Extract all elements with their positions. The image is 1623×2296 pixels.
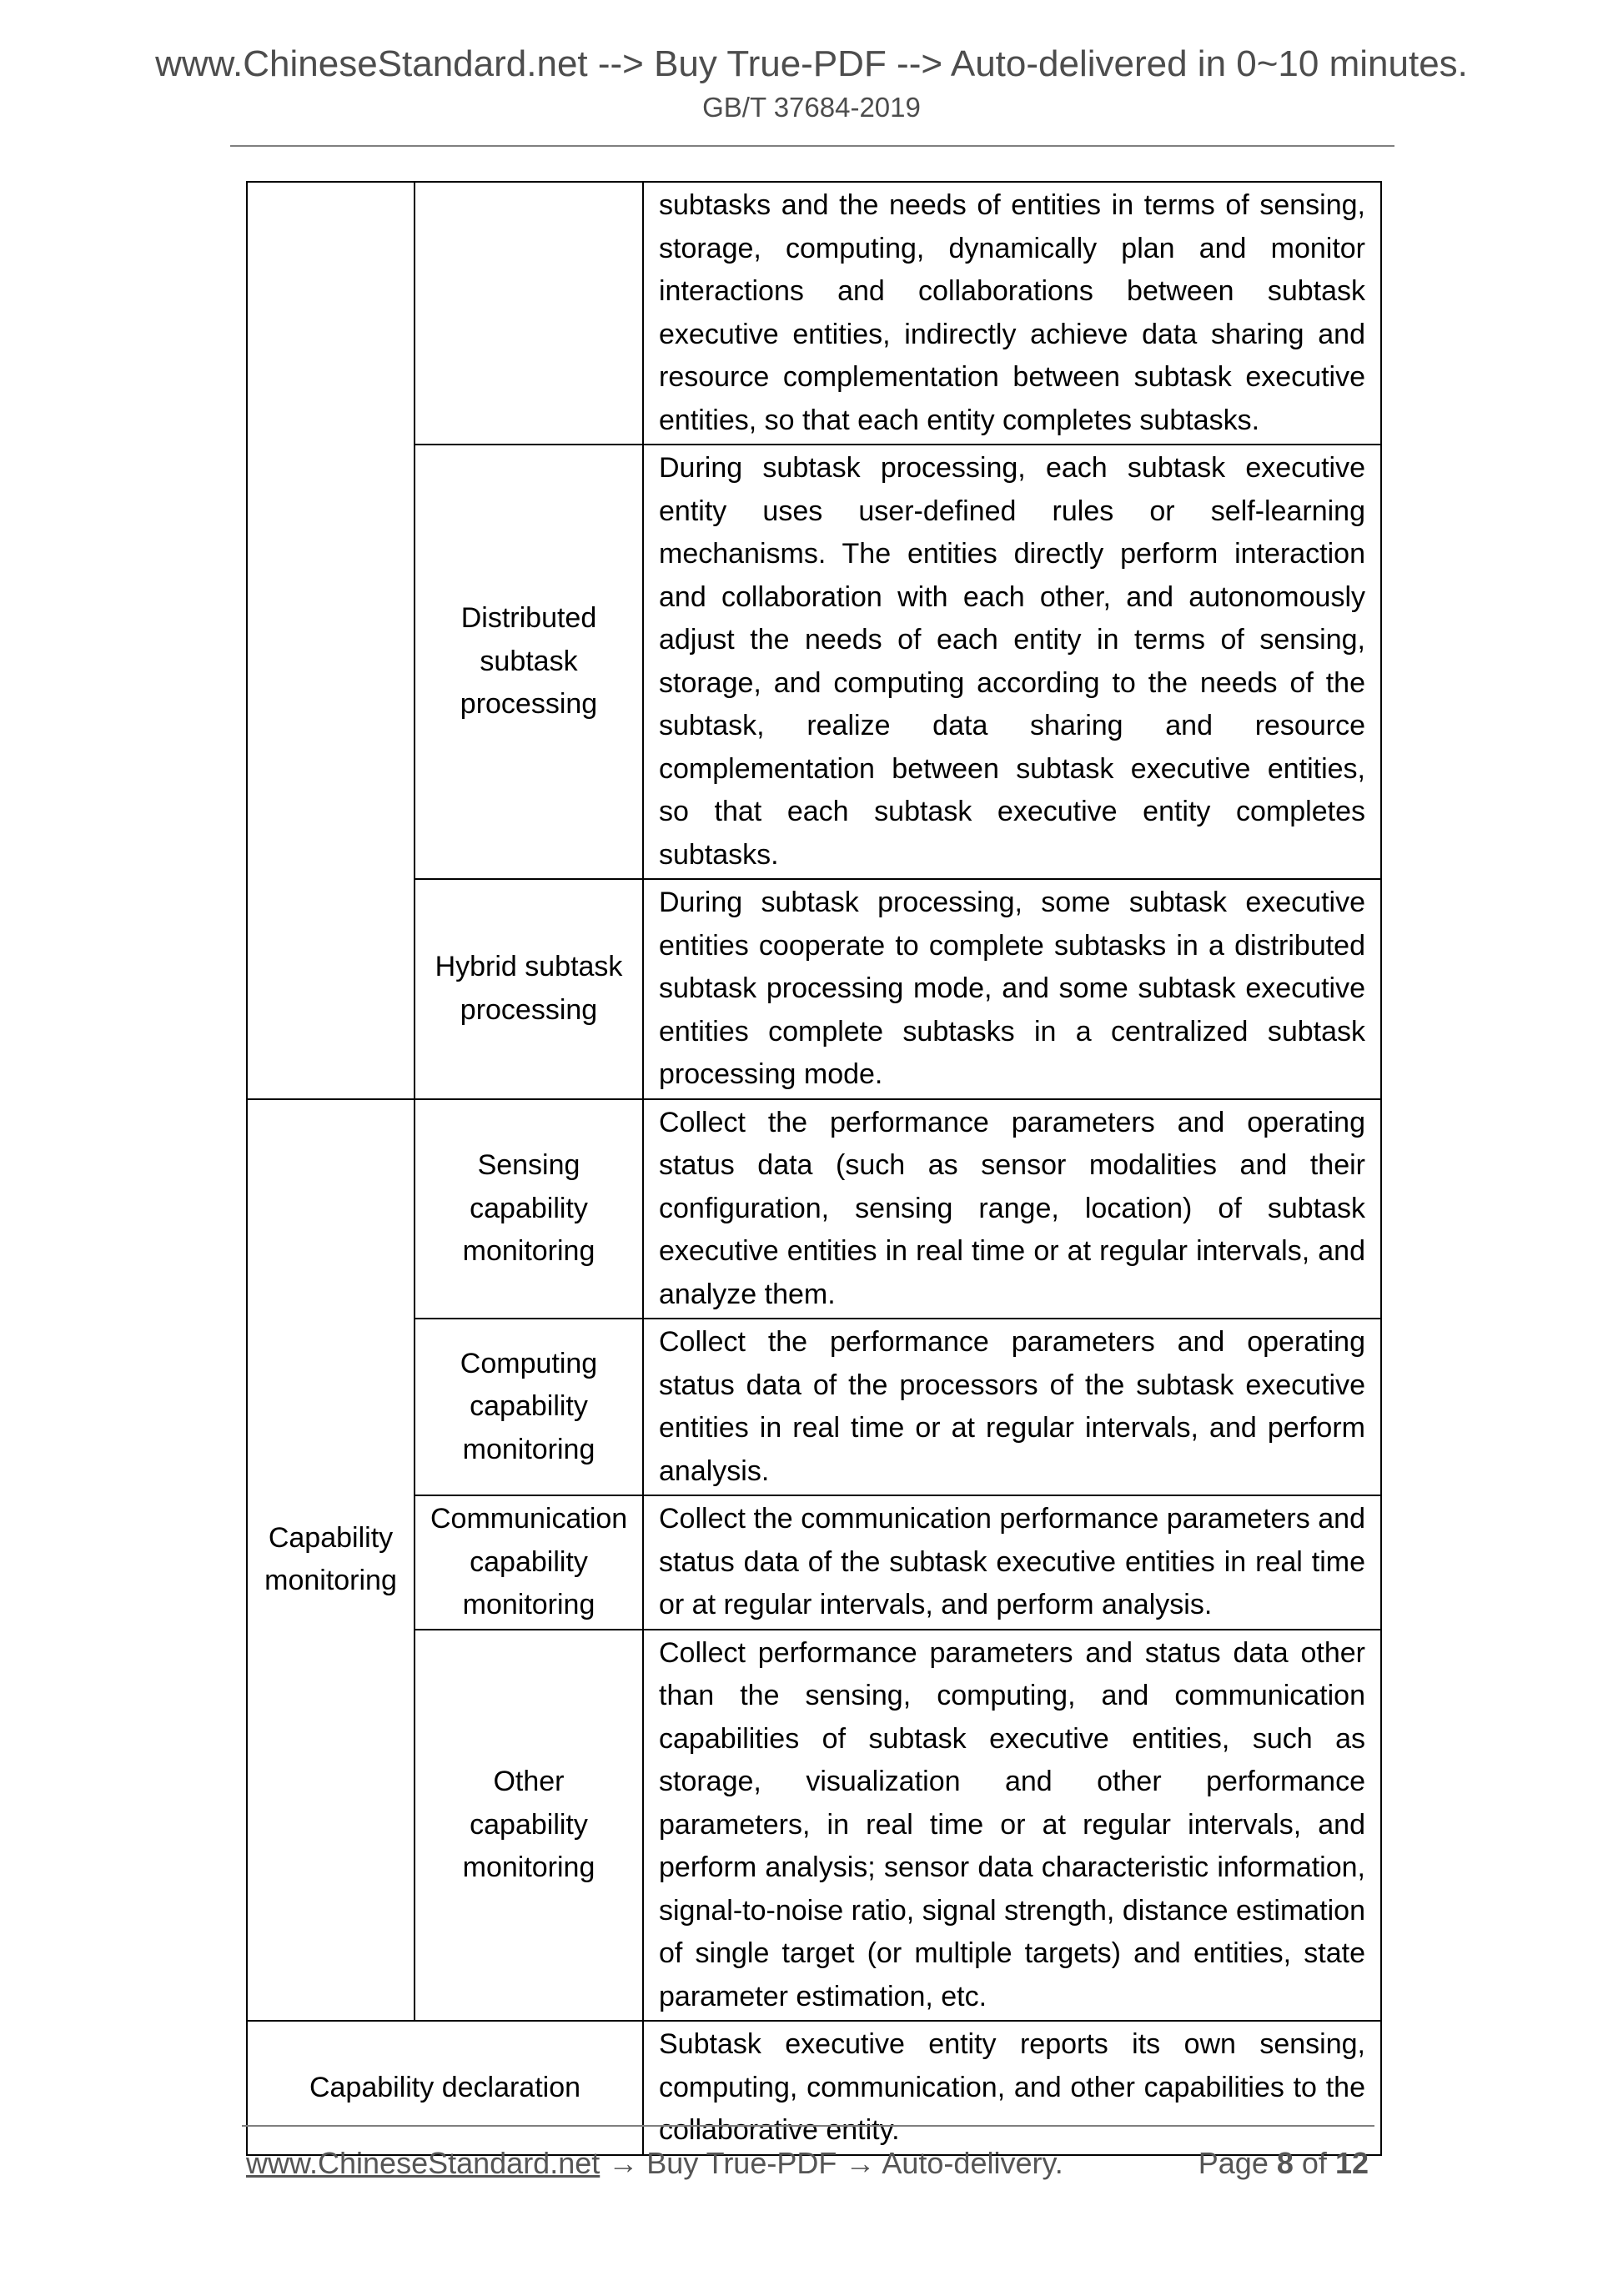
item-cell: Sensing capability monitoring — [415, 1099, 643, 1319]
table-row — [247, 2021, 1381, 2155]
category-cell: Capability monitoring — [247, 1099, 415, 2022]
table-row — [247, 1319, 1381, 1495]
description-cell: subtasks and the needs of entities in terms of sensing, storage, computing, dynamically plan and monitor interactions and collaborations between subtask executive entities, indirectly achieve data sharing and resource complementation between subtask executive entities, so that each entity completes subtasks. — [643, 182, 1381, 445]
page-total: 12 — [1334, 2146, 1369, 2180]
description-cell: Collect performance parameters and status data other than the sensing, computing, and communication capabilities of subtask executive entities, such as storage, visualization and other performance parameters, in real time or at regular intervals, and perform analysis; sensor data characteristic information, signal-to-noise ratio, signal strength, distance estimation of single target (or multiple targets) and entities, state parameter estimation, etc. — [643, 1630, 1381, 2022]
footer-text-buy: Buy True-PDF — [646, 2146, 837, 2180]
item-cell: Capability declaration — [247, 2021, 643, 2155]
description-cell: During subtask processing, each subtask executive entity uses user-defined rules or self-learning mechanisms. The entities directly perform interaction and collaboration with each other, and autonomously adjust the needs of each entity in terms of sensing, storage, and computing according to the needs of the subtask, realize data sharing and resource complementation between subtask executive entities, so that each subtask executive entity completes subtasks. — [643, 445, 1381, 879]
page-of: of — [1301, 2146, 1327, 2180]
table-row — [247, 1495, 1381, 1630]
page-number — [1198, 2146, 1369, 2181]
item-cell-empty — [415, 182, 643, 445]
item-cell: Other capability monitoring — [415, 1630, 643, 2022]
arrow-right-icon: → — [608, 2146, 639, 2180]
page-current: 8 — [1276, 2146, 1294, 2180]
description-cell: Collect the communication performance parameters and status data of the subtask executive entities in real time or at regular intervals, and perform analysis. — [643, 1495, 1381, 1630]
header-banner: www.ChineseStandard.net --> Buy True-PDF --> Auto-delivered in 0~10 minutes. — [155, 43, 1468, 84]
description-cell: Collect the performance parameters and operating status data of the processors of the subtask executive entities in real time or at regular intervals, and perform analysis. — [643, 1319, 1381, 1495]
table-row — [247, 182, 1381, 445]
description-cell: Subtask executive entity reports its own sensing, computing, communication, and other capabilities to the collaborative entity. — [643, 2021, 1381, 2155]
website-link[interactable]: www.ChineseStandard.net — [246, 2146, 600, 2180]
description-cell: Collect the performance parameters and operating status data (such as sensor modalities and their configuration, sensing range, location) of subtask executive entities in real time or at regular intervals, and analyze them. — [643, 1099, 1381, 1319]
description-cell: During subtask processing, some subtask executive entities cooperate to complete subtasks in a distributed subtask processing mode, and some subtask executive entities complete subtasks in a centralized subtask processing mode. — [643, 879, 1381, 1099]
item-cell: Computing capability monitoring — [415, 1319, 643, 1495]
footer-promo — [246, 2146, 1063, 2181]
capability-table — [246, 181, 1382, 2156]
footer-divider — [242, 2125, 1374, 2127]
standard-number: GB/T 37684-2019 — [702, 92, 921, 123]
item-cell: Distributed subtask processing — [415, 445, 643, 879]
footer-text-delivery: Auto-delivery. — [882, 2146, 1063, 2180]
item-cell: Hybrid subtask processing — [415, 879, 643, 1099]
category-cell-empty — [247, 182, 415, 1099]
header-divider — [230, 145, 1394, 147]
table-row — [247, 1630, 1381, 2022]
table-row — [247, 445, 1381, 879]
item-cell: Communication capability monitoring — [415, 1495, 643, 1630]
table-row — [247, 879, 1381, 1099]
page-label: Page — [1198, 2146, 1269, 2180]
arrow-right-icon: → — [845, 2146, 876, 2180]
table-row — [247, 1099, 1381, 1319]
